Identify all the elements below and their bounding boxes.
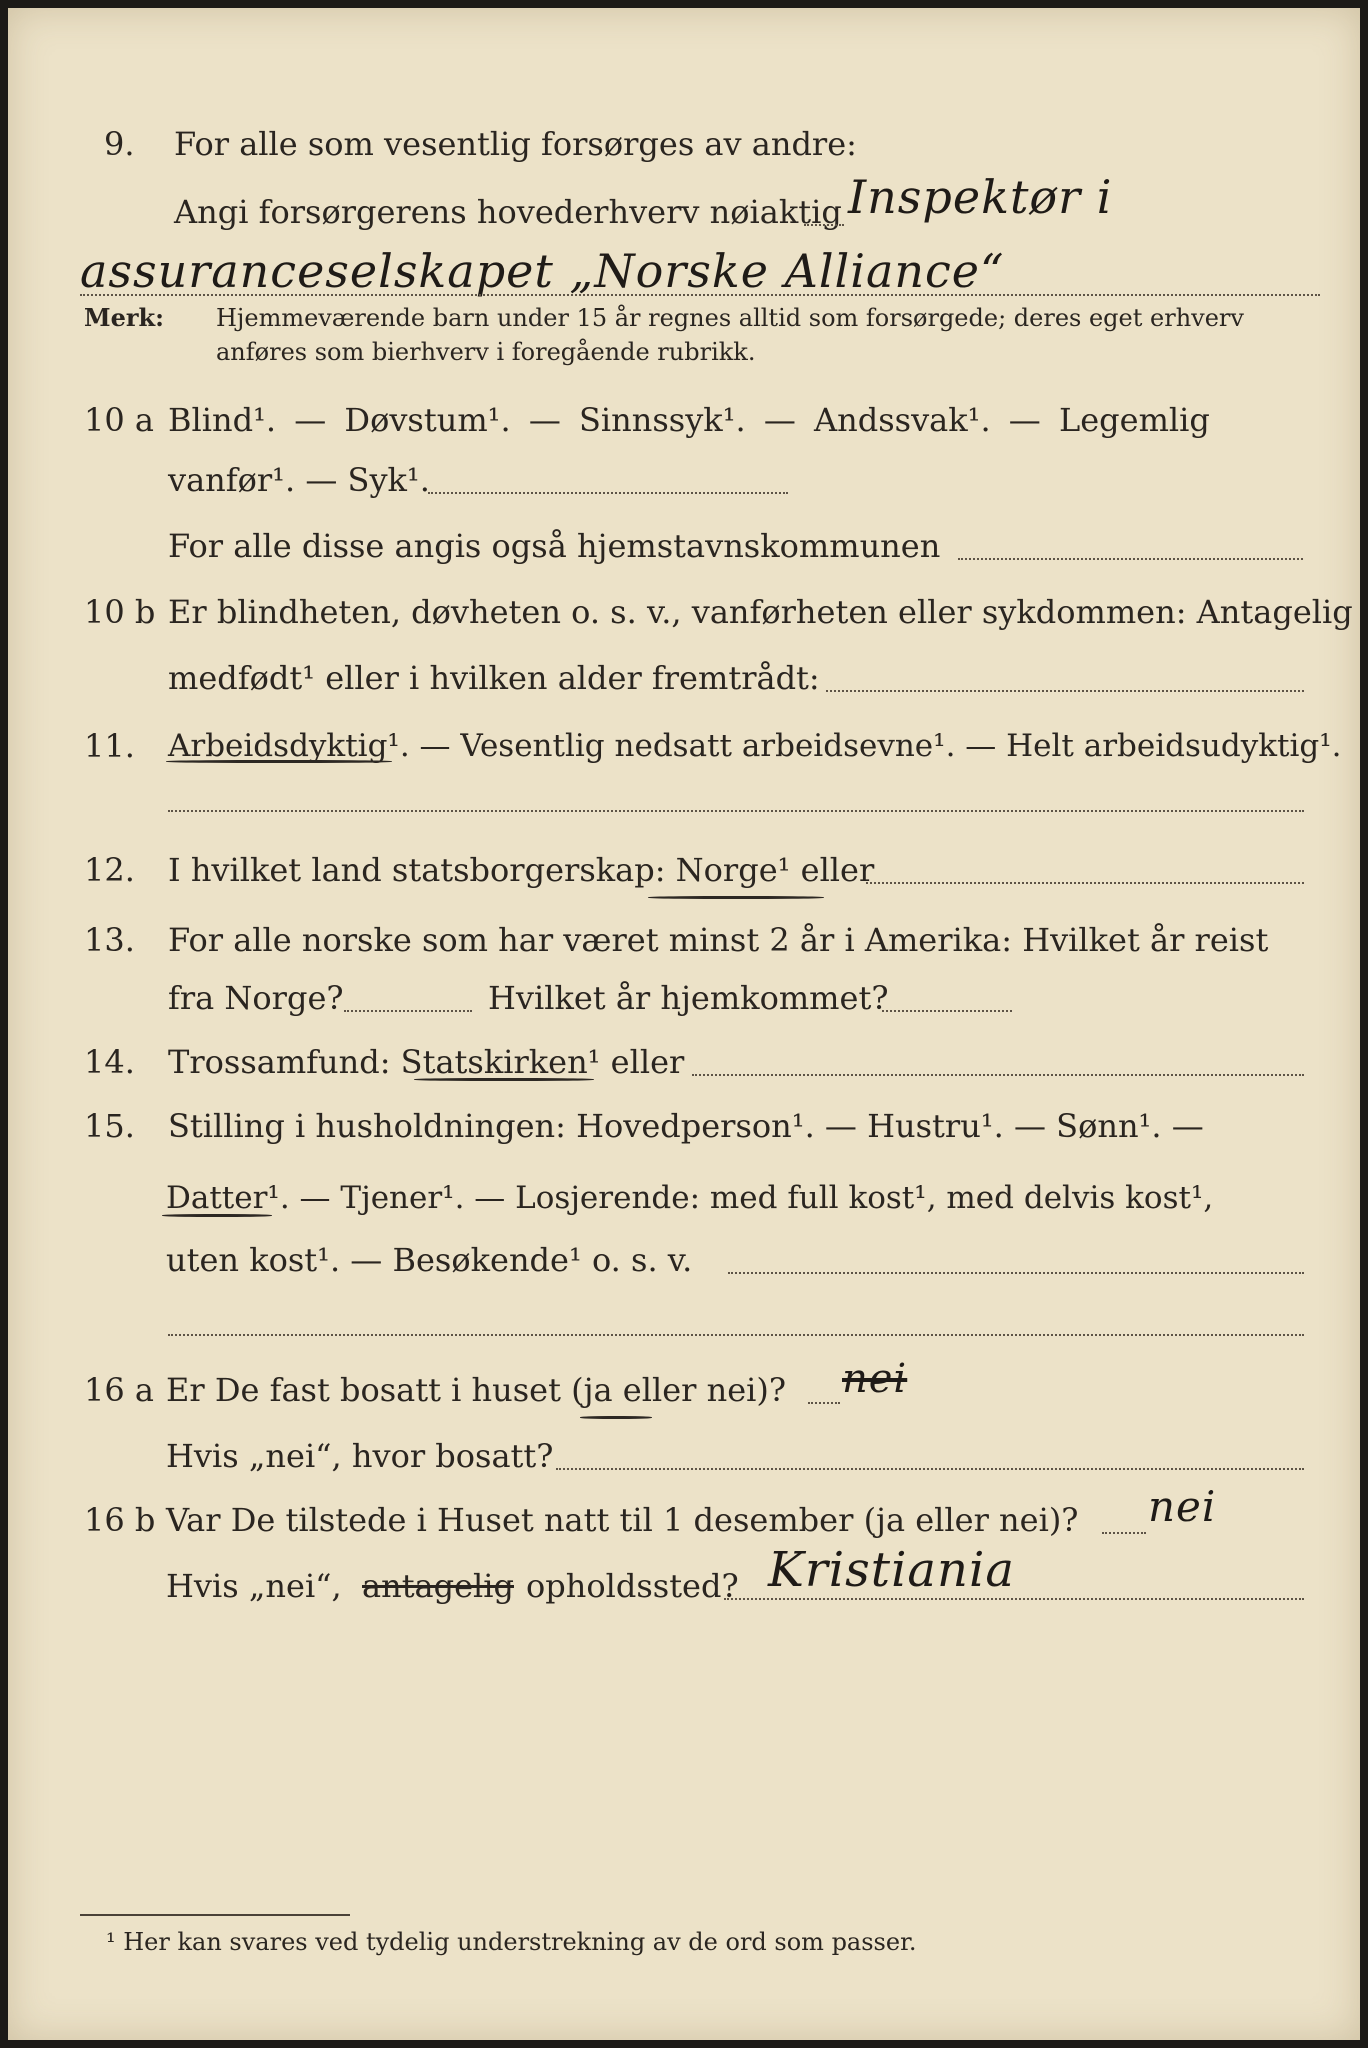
- merk-line1: Hjemmeværende barn under 15 år regnes alltid som forsørgede; deres eget erhverv: [216, 304, 1244, 332]
- q11-underline: [166, 760, 392, 763]
- q11-dots: [168, 810, 1304, 812]
- q13-number: 13.: [84, 921, 135, 959]
- q16a-number: 16 a: [84, 1371, 154, 1409]
- q10a-line3: For alle disse angis også hjemstavnskommunen: [168, 527, 941, 565]
- footnote-rule: [80, 1914, 350, 1916]
- q14-dots: [692, 1074, 1304, 1076]
- q16b-number: 16 b: [84, 1501, 156, 1539]
- q12-line1: I hvilket land statsborgerskap: Norge¹ eller: [168, 851, 875, 889]
- q15-line1: Stilling i husholdningen: Hovedperson¹. — Hustru¹. — Sønn¹. —: [168, 1107, 1204, 1145]
- q16a-line1: Er De fast bosatt i huset (ja eller nei)?: [166, 1371, 787, 1409]
- q9-answer-b: assuranceselskapet „Norske Alliance“: [80, 244, 1005, 298]
- q12-dots: [866, 882, 1304, 884]
- q16b-answer: nei: [1148, 1482, 1217, 1531]
- q16a-dots: [808, 1402, 840, 1404]
- q12-number: 12.: [84, 851, 135, 889]
- q9-answer-a: Inspektør i: [848, 170, 1113, 224]
- q13-hjem-dots: [882, 1010, 1012, 1012]
- q9-answer-line: [80, 294, 1320, 296]
- q10a-line2: vanfør¹. — Syk¹.: [168, 461, 430, 499]
- q11-number: 11.: [84, 727, 135, 765]
- q14-line1: Trossamfund: Statskirken¹ eller: [168, 1043, 685, 1081]
- q16a-underline: [580, 1416, 652, 1419]
- q10b-dots: [826, 690, 1304, 692]
- q12-underline: [648, 896, 824, 899]
- q10b-line2: medfødt¹ eller i hvilken alder fremtrådt:: [168, 659, 820, 697]
- q16a-bosatt-dots: [556, 1468, 1304, 1470]
- q10a-number: 10 a: [84, 401, 154, 439]
- q16b-line2c: opholdssted?: [526, 1567, 739, 1605]
- q15-dots-a: [728, 1272, 1304, 1274]
- q13-line2a: fra Norge?: [168, 979, 344, 1017]
- q16a-answer: nei: [842, 1356, 908, 1402]
- q16b-answer2: Kristiania: [768, 1542, 1015, 1598]
- q10b-line1: Er blindheten, døvheten o. s. v., vanførheten eller sykdommen: Antagelig: [168, 593, 1353, 631]
- q14-underline: [414, 1078, 594, 1081]
- q13-reist-dots: [344, 1010, 472, 1012]
- merk-line2: anføres som bierhverv i foregående rubrikk.: [216, 338, 756, 366]
- census-form-page: [8, 8, 1360, 2040]
- q15-dots-b: [168, 1334, 1304, 1336]
- q15-line3: uten kost¹. — Besøkende¹ o. s. v.: [166, 1241, 693, 1279]
- q15-number: 15.: [84, 1107, 135, 1145]
- q10a-line1: Blind¹. — Døvstum¹. — Sinnssyk¹. — Andssvak¹. — Legemlig: [168, 401, 1210, 439]
- q16b-line2b: antagelig: [362, 1567, 514, 1605]
- q16a-line2: Hvis „nei“, hvor bosatt?: [166, 1437, 554, 1475]
- q9-line2: Angi forsørgerens hovederhverv nøiaktig: [174, 193, 842, 231]
- q16b-dots: [1102, 1532, 1146, 1534]
- q15-line2: Datter¹. — Tjener¹. — Losjerende: med full kost¹, med delvis kost¹,: [166, 1180, 1214, 1216]
- q9-line1: For alle som vesentlig forsørges av andre:: [174, 125, 857, 163]
- q16b-line1: Var De tilstede i Huset natt til 1 desember (ja eller nei)?: [166, 1501, 1079, 1539]
- q16b-opphold-dots: [724, 1598, 1304, 1600]
- footnote: ¹ Her kan svares ved tydelig understrekning av de ord som passer.: [106, 1928, 917, 1956]
- q9-dots: [804, 224, 844, 226]
- merk-label: Merk:: [84, 303, 164, 332]
- q14-number: 14.: [84, 1043, 135, 1081]
- q15-underline: [162, 1214, 272, 1217]
- q10b-number: 10 b: [84, 593, 156, 631]
- q10a-syk-dots: [428, 492, 788, 494]
- q13-line1: For alle norske som har været minst 2 år i Amerika: Hvilket år reist: [168, 921, 1269, 959]
- q11-line1: Arbeidsdyktig¹. — Vesentlig nedsatt arbeidsevne¹. — Helt arbeidsudyktig¹.: [168, 728, 1342, 764]
- q9-number: 9.: [104, 125, 135, 163]
- q16b-line2a: Hvis „nei“,: [166, 1567, 342, 1605]
- q10a-kommune-dots: [958, 558, 1303, 560]
- q13-line2b: Hvilket år hjemkommet?: [488, 979, 889, 1017]
